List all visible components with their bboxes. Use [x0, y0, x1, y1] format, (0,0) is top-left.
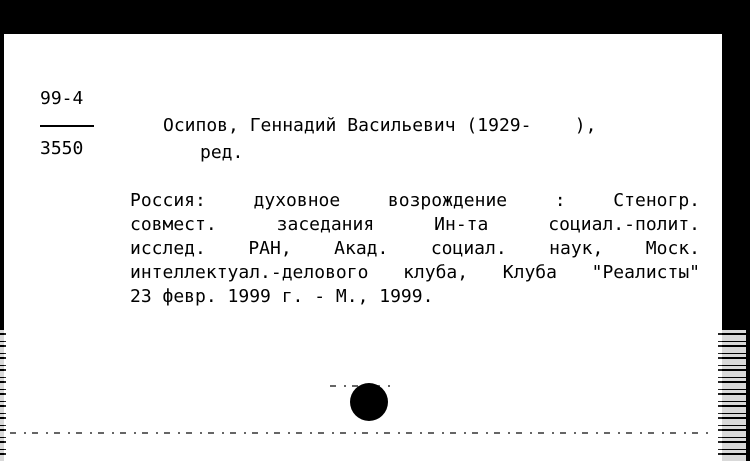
description-line-4: интеллектуал.-делового клуба, Клуба "Реалисты" [130, 262, 700, 283]
description-line-3: исслед. РАН, Акад. социал. наук, Моск. [130, 238, 700, 259]
description-line-5: 23 февр. 1999 г. - М., 1999. [130, 286, 434, 307]
description-line-2: совмест. заседания Ин-та социал.-полит. [130, 214, 700, 235]
author-heading: Осипов, Геннадий Васильевич (1929- ), [163, 115, 597, 136]
shelfmark-divider [40, 125, 94, 127]
shelfmark-bottom: 3550 [40, 138, 84, 159]
bottom-scan-artifact [10, 432, 710, 434]
shelfmark-top: 99-4 [40, 88, 84, 109]
left-edge-noise [0, 330, 6, 461]
right-edge-noise [718, 330, 746, 461]
author-role: ред. [200, 142, 244, 163]
description-line-1: Россия: духовное возрождение : Стеногр. [130, 190, 700, 211]
punch-hole [350, 383, 388, 421]
